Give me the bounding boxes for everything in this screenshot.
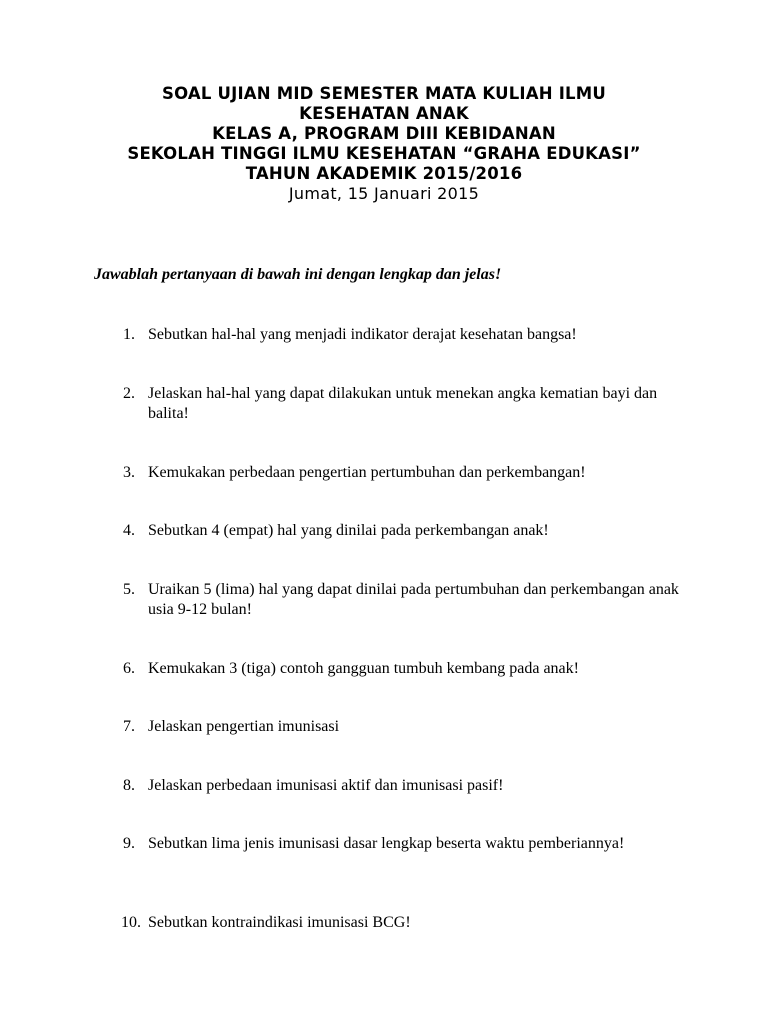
question-number: 3.: [123, 464, 135, 481]
header-title-line-2: KESEHATAN ANAK: [299, 104, 469, 123]
question-number: 1.: [123, 326, 135, 343]
question-text: Sebutkan kontraindikasi imunisasi BCG!: [148, 914, 411, 931]
header-class-line: KELAS A, PROGRAM DIII KEBIDANAN: [212, 124, 556, 143]
question-number: 8.: [123, 777, 135, 794]
question-number: 10.: [121, 914, 141, 931]
question-text: Sebutkan lima jenis imunisasi dasar lengkap beserta waktu pemberiannya!: [148, 835, 625, 852]
question-text: Jelaskan pengertian imunisasi: [148, 718, 340, 735]
question-text: Uraikan 5 (lima) hal yang dapat dinilai pada pertumbuhan dan perkembangan anak usia 9-12 bulan!: [148, 581, 679, 618]
header-title-line-1: SOAL UJIAN MID SEMESTER MATA KULIAH ILMU: [162, 84, 606, 103]
question-number: 4.: [123, 522, 135, 539]
instruction-text: Jawablah pertanyaan di bawah ini dengan lengkap dan jelas!: [94, 266, 502, 283]
question-text: Jelaskan hal-hal yang dapat dilakukan untuk menekan angka kematian bayi dan balita!: [148, 385, 658, 422]
question-number: 6.: [123, 660, 135, 677]
header-academic-year: TAHUN AKADEMIK 2015/2016: [245, 164, 523, 183]
header-date: Jumat, 15 Januari 2015: [288, 184, 480, 203]
question-text: Kemukakan perbedaan pengertian pertumbuhan dan perkembangan!: [148, 464, 586, 481]
question-text: Jelaskan perbedaan imunisasi aktif dan imunisasi pasif!: [148, 777, 504, 794]
question-text: Kemukakan 3 (tiga) contoh gangguan tumbuh kembang pada anak!: [148, 660, 579, 677]
question-text: Sebutkan hal-hal yang menjadi indikator derajat kesehatan bangsa!: [148, 326, 577, 343]
question-number: 5.: [123, 581, 135, 598]
question-number: 9.: [123, 835, 135, 852]
question-text: Sebutkan 4 (empat) hal yang dinilai pada perkembangan anak!: [148, 522, 549, 539]
question-number: 2.: [123, 385, 135, 402]
question-number: 7.: [123, 718, 135, 735]
header-school-line: SEKOLAH TINGGI ILMU KESEHATAN “GRAHA EDUKASI”: [127, 144, 641, 163]
